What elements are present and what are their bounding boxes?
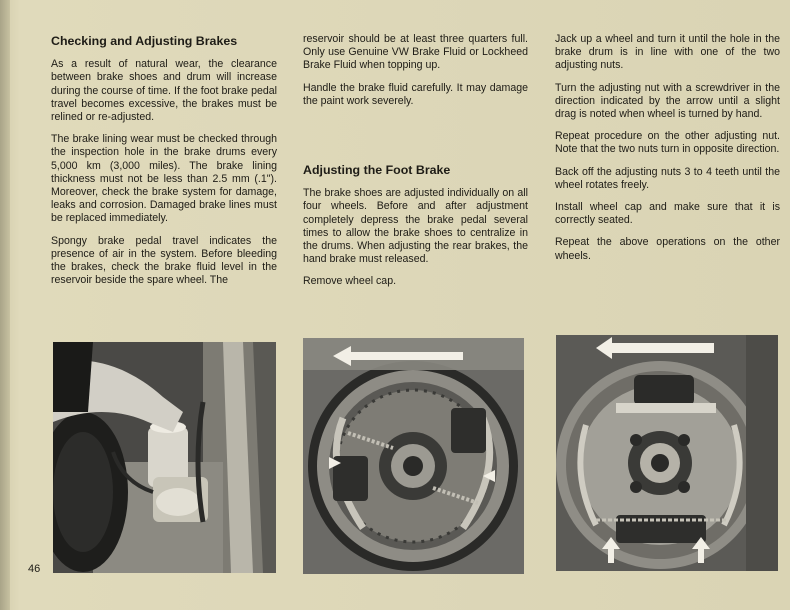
paragraph: Turn the adjusting nut with a screwdriver in the direction indicated by the arrow until a slight drag is noted when wheel is turned by hand. [555,81,780,121]
paragraph: reservoir should be at least three quarters full. Only use Genuine VW Brake Fluid or Lockheed Brake Fluid when topping up. [303,33,528,72]
text-column-3 [555,33,780,272]
paragraph: As a result of natural wear, the clearance between brake shoes and drum will increase during the course of time. If the foot brake pedal travel becomes excessive, the brakes must be relined or re-adjusted. [51,58,277,124]
page-binding [0,0,10,610]
paragraph: The brake shoes are adjusted individually on all four wheels. Before and after adjustment completely depress the brake pedal several times to allow the brake shoes to centralize in the drums. When adjusting the rear brakes, the hand brake must released. [303,187,528,266]
paragraph: Install wheel cap and make sure that it is correctly seated. [555,201,780,227]
paragraph: The brake lining wear must be checked through the inspection hole in the brake drums every 5,000 km (3,000 miles). The brake lining thickness must not be less than 2.5 mm (.1"). Moreover, check the brake system for damage, leaks and corrosion. Damaged brake lines must be replaced immediately. [51,133,277,225]
section-heading-checking: Checking and Adjusting Brakes [51,34,238,48]
paragraph: Remove wheel cap. [303,275,397,288]
photo-rear-brake-assembly [556,335,778,571]
photo-brake-drum-adjustment [303,338,524,574]
page-number: 46 [28,563,41,575]
photo-brake-fluid-reservoir [53,342,276,573]
paragraph: Repeat procedure on the other adjusting nut. Note that the two nuts turn in opposite direction. [555,130,780,156]
paragraph: Jack up a wheel and turn it until the hole in the brake drum is in line with one of the two adjusting nuts. [555,33,780,72]
paragraph: Repeat the above operations on the other wheels. [555,236,780,262]
paragraph: Back off the adjusting nuts 3 to 4 teeth until the wheel rotates freely. [555,165,780,191]
paragraph: Handle the brake fluid carefully. It may damage the paint work severely. [303,81,528,107]
text-column-2 [303,33,528,298]
text-column-1 [51,35,277,296]
section-heading-adjusting: Adjusting the Foot Brake [303,163,451,178]
paragraph: Spongy brake pedal travel indicates the presence of air in the system. Before bleeding the brakes, check the brake fluid level in the reservoir beside the spare wheel. The [51,234,277,287]
